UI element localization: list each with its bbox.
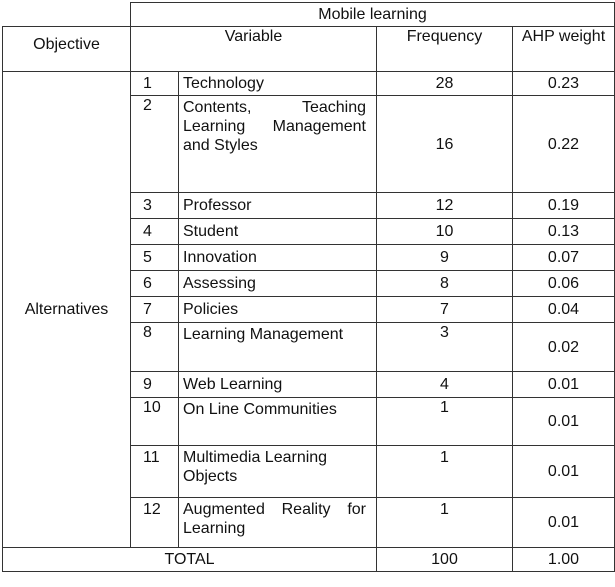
weight-cell: 0.06 (513, 271, 615, 297)
variable-cell: Professor (179, 193, 377, 219)
frequency-cell: 9 (377, 245, 513, 271)
row-number: 10 (131, 398, 179, 446)
weight-cell: 0.13 (513, 219, 615, 245)
variable-cell: Web Learning (179, 372, 377, 398)
header-row-group (3, 3, 615, 27)
row-number: 2 (131, 96, 179, 193)
row-number: 8 (131, 323, 179, 372)
weight-cell: 0.01 (513, 498, 615, 548)
weight-cell: 0.07 (513, 245, 615, 271)
frequency-cell: 1 (377, 398, 513, 446)
group-title: Mobile learning (131, 3, 615, 27)
weight-cell: 0.19 (513, 193, 615, 219)
weight-cell: 0.04 (513, 297, 615, 323)
weight-cell: 0.02 (513, 323, 615, 372)
total-label: TOTAL (3, 548, 377, 572)
variable-header: Variable (131, 27, 377, 72)
header-row (3, 27, 615, 72)
table-row (3, 72, 615, 96)
variable-cell: Student (179, 219, 377, 245)
frequency-header: Frequency (377, 27, 513, 72)
frequency-cell: 3 (377, 323, 513, 372)
weight-cell: 0.23 (513, 72, 615, 96)
total-weight: 1.00 (513, 548, 615, 572)
weight-cell: 0.22 (513, 96, 615, 193)
row-number: 3 (131, 193, 179, 219)
frequency-cell: 4 (377, 372, 513, 398)
variable-cell: Multimedia Learning Objects (179, 446, 377, 498)
variable-cell: Innovation (179, 245, 377, 271)
frequency-cell: 8 (377, 271, 513, 297)
frequency-cell: 28 (377, 72, 513, 96)
frequency-cell: 16 (377, 96, 513, 193)
frequency-cell: 1 (377, 498, 513, 548)
variable-cell: Learning Management (179, 323, 377, 372)
row-number: 7 (131, 297, 179, 323)
row-number: 6 (131, 271, 179, 297)
row-number: 9 (131, 372, 179, 398)
variable-cell: Augmented Reality for Learning (179, 498, 377, 548)
variable-cell: On Line Communities (179, 398, 377, 446)
total-row (3, 548, 615, 572)
alternatives-label: Alternatives (3, 72, 131, 548)
variable-cell: Assessing (179, 271, 377, 297)
row-number: 12 (131, 498, 179, 548)
objective-header: Objective (3, 27, 131, 72)
frequency-cell: 10 (377, 219, 513, 245)
weight-cell: 0.01 (513, 372, 615, 398)
total-frequency: 100 (377, 548, 513, 572)
variable-cell: Technology (179, 72, 377, 96)
corner-cell (3, 3, 131, 27)
row-number: 5 (131, 245, 179, 271)
frequency-cell: 7 (377, 297, 513, 323)
ahp-weight-header: AHP weight (513, 27, 615, 72)
frequency-cell: 1 (377, 446, 513, 498)
frequency-cell: 12 (377, 193, 513, 219)
row-number: 4 (131, 219, 179, 245)
row-number: 1 (131, 72, 179, 96)
ahp-weights-table (2, 2, 615, 572)
table-body (3, 3, 615, 572)
variable-cell: Contents, Teaching Learning Management and Styles (179, 96, 377, 193)
row-number: 11 (131, 446, 179, 498)
variable-cell: Policies (179, 297, 377, 323)
weight-cell: 0.01 (513, 446, 615, 498)
weight-cell: 0.01 (513, 398, 615, 446)
